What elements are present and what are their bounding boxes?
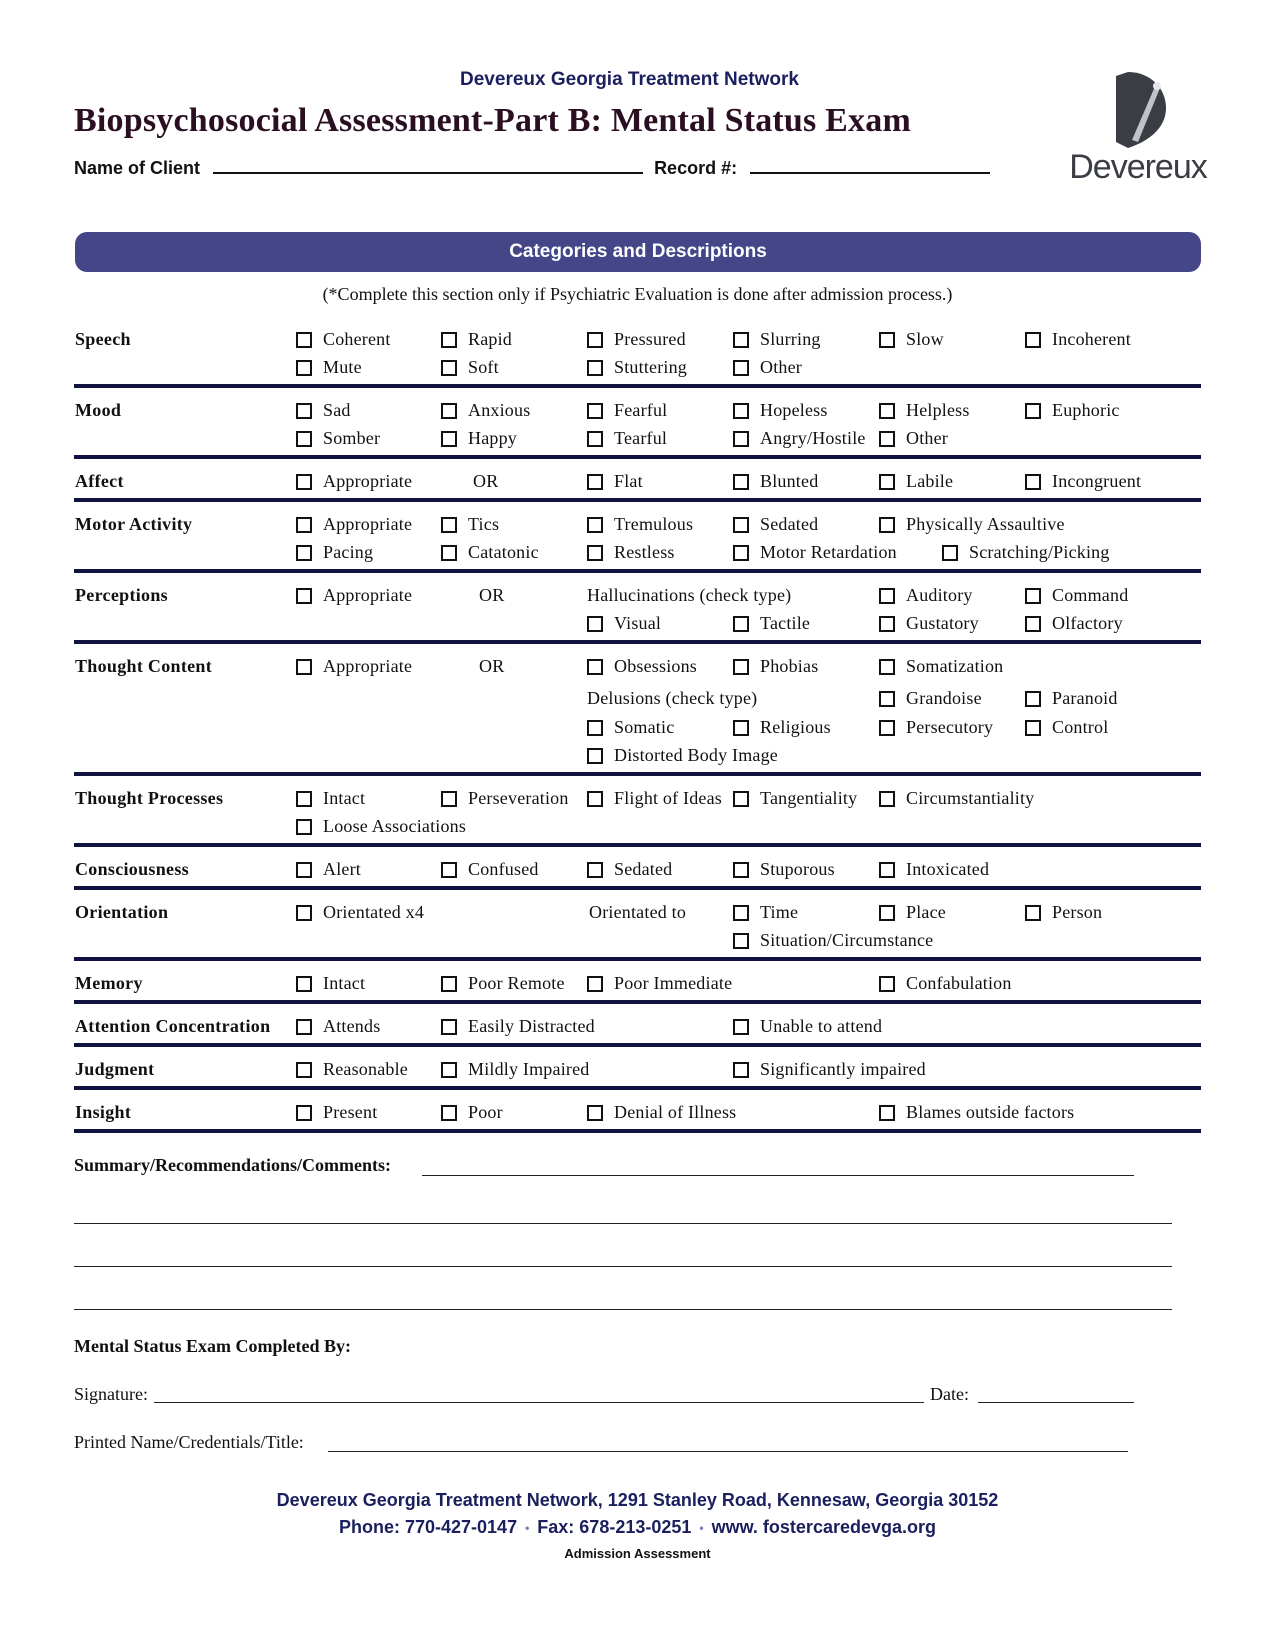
checkbox[interactable]: [441, 862, 457, 878]
checkbox[interactable]: [441, 517, 457, 533]
checkbox[interactable]: [1025, 905, 1041, 921]
option-stuporous[interactable]: Stuporous: [733, 859, 835, 880]
option-motor-sedated[interactable]: Sedated: [733, 514, 818, 535]
option-perseveration[interactable]: Perseveration: [441, 788, 569, 809]
completed-by-heading: Mental Status Exam Completed By:: [74, 1336, 351, 1356]
checkbox[interactable]: [587, 1105, 603, 1121]
checkbox[interactable]: [733, 545, 749, 561]
category-speech: Speech: [75, 329, 131, 349]
option-present[interactable]: Present: [296, 1102, 377, 1123]
logo-wordmark: Devereux: [1069, 148, 1207, 186]
checkbox[interactable]: [879, 588, 895, 604]
section-note: (*Complete this section only if Psychiatric Evaluation is done after admission process.): [322, 284, 953, 304]
option-poor-remote[interactable]: Poor Remote: [441, 973, 565, 994]
or-label: OR: [473, 471, 499, 491]
checkbox[interactable]: [733, 1019, 749, 1035]
summary-field-line-4[interactable]: [74, 1309, 1172, 1310]
footer-contact: [0, 1517, 1275, 1538]
checkbox[interactable]: [296, 431, 312, 447]
checkbox[interactable]: [733, 1062, 749, 1078]
divider: [74, 886, 1201, 890]
option-mildly-impaired[interactable]: Mildly Impaired: [441, 1059, 589, 1080]
checkbox[interactable]: [441, 431, 457, 447]
client-info-line: [74, 158, 990, 179]
category-thought-content: Thought Content: [75, 656, 213, 676]
checkbox[interactable]: [296, 332, 312, 348]
checkbox[interactable]: [879, 720, 895, 736]
checkbox[interactable]: [879, 403, 895, 419]
category-perceptions: Perceptions: [75, 585, 168, 605]
divider: [74, 1086, 1201, 1090]
checkbox[interactable]: [733, 332, 749, 348]
date-field[interactable]: [978, 1402, 1134, 1403]
option-tics[interactable]: Tics: [441, 514, 499, 535]
category-consciousness: Consciousness: [75, 859, 189, 879]
option-speech-other[interactable]: Other: [733, 357, 802, 378]
checkbox[interactable]: [733, 862, 749, 878]
option-significantly-impaired[interactable]: Significantly impaired: [733, 1059, 926, 1080]
signature-field[interactable]: [154, 1402, 924, 1403]
category-insight: Insight: [75, 1102, 132, 1122]
divider: [74, 640, 1201, 644]
option-somatic[interactable]: Somatic: [587, 717, 674, 738]
option-persecutory[interactable]: Persecutory: [879, 717, 993, 738]
divider: [74, 569, 1201, 573]
option-person[interactable]: Person: [1025, 902, 1102, 923]
option-place[interactable]: Place: [879, 902, 946, 923]
checkbox[interactable]: [879, 1105, 895, 1121]
option-soft[interactable]: Soft: [441, 357, 499, 378]
option-angry-hostile[interactable]: Angry/Hostile: [733, 428, 866, 449]
divider: [74, 1129, 1201, 1133]
checkbox[interactable]: [879, 791, 895, 807]
checkbox[interactable]: [733, 933, 749, 949]
option-labile[interactable]: Labile: [879, 471, 953, 492]
category-thought-processes: Thought Processes: [75, 788, 224, 808]
form-name: Admission Assessment: [564, 1546, 711, 1561]
checkbox[interactable]: [1025, 332, 1041, 348]
category-affect: Affect: [75, 471, 124, 491]
checkbox[interactable]: [296, 545, 312, 561]
option-poor[interactable]: Poor: [441, 1102, 503, 1123]
section-banner: Categories and Descriptions: [75, 232, 1201, 272]
option-anxious[interactable]: Anxious: [441, 400, 530, 421]
client-name-label: Name of Client: [74, 158, 201, 178]
option-visual[interactable]: Visual: [587, 613, 661, 634]
checkbox[interactable]: [879, 517, 895, 533]
category-judgment: Judgment: [75, 1059, 155, 1079]
option-situation-circumstance[interactable]: Situation/Circumstance: [733, 930, 933, 951]
option-euphoric[interactable]: Euphoric: [1025, 400, 1120, 421]
checkbox[interactable]: [587, 474, 603, 490]
summary-field-line-1[interactable]: [422, 1175, 1134, 1176]
checkbox[interactable]: [879, 474, 895, 490]
option-olfactory[interactable]: Olfactory: [1025, 613, 1123, 634]
checkbox[interactable]: [296, 474, 312, 490]
checkbox[interactable]: [879, 616, 895, 632]
option-phobias[interactable]: Phobias: [733, 656, 818, 677]
option-blunted[interactable]: Blunted: [733, 471, 818, 492]
option-pacing[interactable]: Pacing: [296, 542, 373, 563]
checkbox[interactable]: [587, 403, 603, 419]
checkbox[interactable]: [296, 360, 312, 376]
or-label: OR: [479, 656, 505, 676]
organization-name: Devereux Georgia Treatment Network: [460, 69, 799, 90]
option-somatization[interactable]: Somatization: [879, 656, 1003, 677]
checkbox[interactable]: [587, 360, 603, 376]
checkbox[interactable]: [296, 819, 312, 835]
option-coherent[interactable]: Coherent: [296, 329, 391, 350]
footer-fax: Fax: 678-213-0251: [537, 1517, 692, 1537]
divider: [74, 1000, 1201, 1004]
footer-address: Devereux Georgia Treatment Network, 1291 Stanley Road, Kennesaw, Georgia 30152: [276, 1490, 999, 1510]
option-incongruent[interactable]: Incongruent: [1025, 471, 1141, 492]
checkbox[interactable]: [441, 1105, 457, 1121]
checkbox[interactable]: [296, 976, 312, 992]
checkbox[interactable]: [296, 905, 312, 921]
checkbox[interactable]: [296, 517, 312, 533]
bullet-icon: •: [699, 1521, 704, 1536]
option-scratching-picking[interactable]: Scratching/Picking: [942, 542, 1110, 563]
divider: [74, 1043, 1201, 1047]
checkbox[interactable]: [296, 1019, 312, 1035]
option-tp-intact[interactable]: Intact: [296, 788, 365, 809]
option-reasonable[interactable]: Reasonable: [296, 1059, 408, 1080]
checkbox[interactable]: [587, 748, 603, 764]
checkbox[interactable]: [441, 1062, 457, 1078]
checkbox[interactable]: [441, 1019, 457, 1035]
option-easily-distracted[interactable]: Easily Distracted: [441, 1016, 595, 1037]
bullet-icon: •: [525, 1521, 530, 1536]
option-confused[interactable]: Confused: [441, 859, 539, 880]
checkbox[interactable]: [1025, 616, 1041, 632]
signature-label: Signature:: [74, 1384, 148, 1404]
category-mood: Mood: [75, 400, 122, 420]
divider: [74, 772, 1201, 776]
option-mute[interactable]: Mute: [296, 357, 362, 378]
category-motor-activity: Motor Activity: [75, 514, 193, 534]
option-physically-assaultive[interactable]: Physically Assaultive: [879, 514, 1065, 535]
date-label: Date:: [930, 1384, 969, 1404]
option-confabulation[interactable]: Confabulation: [879, 973, 1012, 994]
option-loose-associations[interactable]: Loose Associations: [296, 816, 466, 837]
option-tangentiality[interactable]: Tangentiality: [733, 788, 857, 809]
or-label: OR: [479, 585, 505, 605]
option-memory-intact[interactable]: Intact: [296, 973, 365, 994]
option-cons-sedated[interactable]: Sedated: [587, 859, 672, 880]
option-slow[interactable]: Slow: [879, 329, 944, 350]
option-thought-appropriate[interactable]: Appropriate: [296, 656, 412, 677]
option-denial-of-illness[interactable]: Denial of Illness: [587, 1102, 736, 1123]
option-distorted-body-image[interactable]: Distorted Body Image: [587, 745, 778, 766]
printed-name-label: Printed Name/Credentials/Title:: [74, 1432, 304, 1452]
checkbox[interactable]: [733, 403, 749, 419]
option-time[interactable]: Time: [733, 902, 798, 923]
option-mood-other[interactable]: Other: [879, 428, 948, 449]
option-flat[interactable]: Flat: [587, 471, 643, 492]
checkbox[interactable]: [879, 862, 895, 878]
checkbox[interactable]: [733, 720, 749, 736]
option-gustatory[interactable]: Gustatory: [879, 613, 979, 634]
orientated-to-label: Orientated to: [589, 902, 687, 922]
checkbox[interactable]: [1025, 474, 1041, 490]
divider: [74, 498, 1201, 502]
checkbox[interactable]: [296, 1062, 312, 1078]
option-rapid[interactable]: Rapid: [441, 329, 512, 350]
option-tearful[interactable]: Tearful: [587, 428, 667, 449]
option-obsessions[interactable]: Obsessions: [587, 656, 697, 677]
checkbox[interactable]: [587, 332, 603, 348]
checkbox[interactable]: [1025, 720, 1041, 736]
category-orientation: Orientation: [75, 902, 169, 922]
devereux-logo: [1058, 70, 1218, 185]
checkbox[interactable]: [296, 862, 312, 878]
checkbox[interactable]: [733, 616, 749, 632]
footer-website[interactable]: www. fostercaredevga.org: [711, 1517, 936, 1537]
checkbox[interactable]: [1025, 588, 1041, 604]
option-affect-appropriate[interactable]: Appropriate: [296, 471, 412, 492]
divider: [74, 455, 1201, 459]
checkbox[interactable]: [441, 791, 457, 807]
option-alert[interactable]: Alert: [296, 859, 361, 880]
checkbox[interactable]: [587, 545, 603, 561]
checkbox[interactable]: [942, 545, 958, 561]
divider: [74, 384, 1201, 388]
checkbox[interactable]: [733, 431, 749, 447]
checkbox[interactable]: [879, 976, 895, 992]
record-label: Record #:: [654, 158, 738, 178]
checkbox[interactable]: [879, 691, 895, 707]
option-happy[interactable]: Happy: [441, 428, 517, 449]
option-blames-outside-factors[interactable]: Blames outside factors: [879, 1102, 1074, 1123]
option-incoherent[interactable]: Incoherent: [1025, 329, 1131, 350]
checkbox[interactable]: [587, 976, 603, 992]
option-auditory[interactable]: Auditory: [879, 585, 973, 606]
checkbox[interactable]: [296, 1105, 312, 1121]
option-hopeless[interactable]: Hopeless: [733, 400, 828, 421]
hallucinations-label: Hallucinations (check type): [587, 585, 792, 605]
checkbox[interactable]: [879, 905, 895, 921]
option-intoxicated[interactable]: Intoxicated: [879, 859, 989, 880]
checkbox[interactable]: [441, 403, 457, 419]
checkbox[interactable]: [587, 862, 603, 878]
checkbox[interactable]: [296, 791, 312, 807]
option-circumstantiality[interactable]: Circumstantiality: [879, 788, 1034, 809]
option-motor-appropriate[interactable]: Appropriate: [296, 514, 412, 535]
checkbox[interactable]: [733, 791, 749, 807]
option-pressured[interactable]: Pressured: [587, 329, 686, 350]
option-unable-to-attend[interactable]: Unable to attend: [733, 1016, 882, 1037]
option-flight-of-ideas[interactable]: Flight of Ideas: [587, 788, 722, 809]
option-paranoid[interactable]: Paranoid: [1025, 688, 1118, 709]
option-perceptions-appropriate[interactable]: Appropriate: [296, 585, 412, 606]
category-attention-concentration: Attention Concentration: [75, 1016, 271, 1036]
option-command[interactable]: Command: [1025, 585, 1128, 606]
divider: [74, 843, 1201, 847]
option-stuttering[interactable]: Stuttering: [587, 357, 687, 378]
checkbox[interactable]: [733, 905, 749, 921]
checkbox[interactable]: [587, 431, 603, 447]
delusions-label: Delusions (check type): [587, 688, 758, 708]
record-field[interactable]: [750, 160, 990, 174]
option-poor-immediate[interactable]: Poor Immediate: [587, 973, 732, 994]
option-catatonic[interactable]: Catatonic: [441, 542, 539, 563]
client-name-field[interactable]: [213, 160, 643, 174]
checkbox[interactable]: [296, 588, 312, 604]
printed-name-field[interactable]: [328, 1451, 1128, 1452]
checkbox[interactable]: [733, 360, 749, 376]
option-tremulous[interactable]: Tremulous: [587, 514, 693, 535]
checkbox[interactable]: [1025, 403, 1041, 419]
checkbox[interactable]: [296, 659, 312, 675]
category-memory: Memory: [75, 973, 143, 993]
option-religious[interactable]: Religious: [733, 717, 831, 738]
checkbox[interactable]: [879, 659, 895, 675]
checkbox[interactable]: [296, 403, 312, 419]
checkbox[interactable]: [733, 474, 749, 490]
summary-label: Summary/Recommendations/Comments:: [74, 1155, 391, 1175]
checkbox[interactable]: [733, 659, 749, 675]
checkbox[interactable]: [587, 616, 603, 632]
option-orientated-x4[interactable]: Orientated x4: [296, 902, 424, 923]
checkbox[interactable]: [441, 332, 457, 348]
checkbox[interactable]: [441, 360, 457, 376]
checkbox[interactable]: [1025, 691, 1041, 707]
checkbox[interactable]: [733, 517, 749, 533]
option-fearful[interactable]: Fearful: [587, 400, 667, 421]
summary-field-line-3[interactable]: [74, 1266, 1172, 1267]
checkbox[interactable]: [441, 545, 457, 561]
checkbox[interactable]: [587, 517, 603, 533]
summary-field-line-2[interactable]: [74, 1223, 1172, 1224]
shield-logo-icon: [1058, 70, 1218, 150]
checkbox[interactable]: [587, 720, 603, 736]
divider: [74, 957, 1201, 961]
footer-phone: Phone: 770-427-0147: [338, 1517, 518, 1537]
checkbox[interactable]: [879, 332, 895, 348]
option-sad[interactable]: Sad: [296, 400, 351, 421]
option-restless[interactable]: Restless: [587, 542, 675, 563]
option-helpless[interactable]: Helpless: [879, 400, 970, 421]
option-grandoise[interactable]: Grandoise: [879, 688, 982, 709]
page-title: Biopsychosocial Assessment-Part B: Mental Status Exam: [74, 102, 911, 139]
option-somber[interactable]: Somber: [296, 428, 380, 449]
option-slurring[interactable]: Slurring: [733, 329, 821, 350]
option-motor-retardation[interactable]: Motor Retardation: [733, 542, 897, 563]
checkbox[interactable]: [587, 791, 603, 807]
option-control[interactable]: Control: [1025, 717, 1108, 738]
checkbox[interactable]: [879, 431, 895, 447]
checkbox[interactable]: [587, 659, 603, 675]
checkbox[interactable]: [441, 976, 457, 992]
option-attends[interactable]: Attends: [296, 1016, 380, 1037]
option-tactile[interactable]: Tactile: [733, 613, 810, 634]
